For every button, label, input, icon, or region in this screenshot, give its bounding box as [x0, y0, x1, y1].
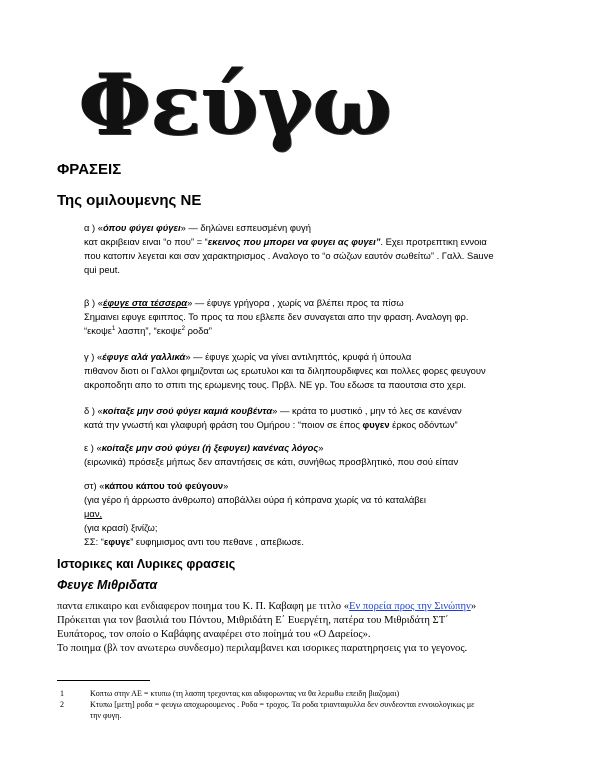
- page-title: Φεύγω: [78, 55, 391, 154]
- phrase-item-c: γ ) «έφυγε αλά γαλλικά» — έφυγε χωρίς να γίνει αντιληπτός, κρυφά ή ύπουλα πιθανον διοτι οι Γαλλοι φημιζονται ως ερωτυλοι και τα διληπουρδιφνες και πολλες φορες φευγουν ακροποδητι απο το σπιτι της ερωμενης τους. Πρβλ. ΝΕ γρ. Του εδωσε τα παουτσια στο χερι.: [84, 351, 486, 390]
- mithridates-paragraph: παντα επικαιρο και ενδιαφερον ποιημα του Κ. Π. Καβαφη με τιτλο «Εν πορεία προς την Σινώπην» Πρόκειται για τον βασιλιά του Πόντου, Μιθριδάτη Ε΄ Ευεργέτη, πατέρα του Μιθριδάτη ΣΤ΄ Ευπάτορος, τον οποίο ο Καβάφης αναφέρει στο ποίημά του «Ο Δαρείος». Το ποιημα (βλ τον ανωτερω συνδεσμο) περιλαμβανει και ισορικες παρατηρησεις για το γεγονος.: [57, 601, 477, 654]
- phrase-text: έφυγε στα τέσσερα: [102, 297, 188, 308]
- phrase-text: κοίταξε μην σού φύγει καμιά κουβέντα: [102, 405, 273, 416]
- phrase-text: έφυγε αλά γαλλικά: [102, 351, 186, 362]
- phrase-item-d: δ ) «κοίταξε μην σού φύγει καμιά κουβέντα» — κράτα το μυστικό , μην τό λες σε κανέναν κατά την γνωστή και γλαφυρή φράση του Ομήρου : “ποιον σε έπος φυγεν έρκος οδόντων”: [84, 405, 462, 430]
- footnote-ref-2[interactable]: 2: [181, 325, 185, 332]
- footnote-divider: [57, 680, 150, 681]
- heading-phrases: ΦΡΑΣΕΙΣ: [57, 161, 122, 178]
- heading-mithridates: Φευγε Μιθριδατα: [57, 578, 158, 592]
- phrase-item-e: ε ) «κοίταξε μην σού φύγει (ή ξεφυγει) κανένας λόγος» (ειρωνικά) πρόσεξε μήπως δεν απαντήσεις σε κάτι, συνήθως προσβλητικό, που σού είπαν: [84, 442, 459, 467]
- phrase-item-a: α ) «όπου φύγει φύγει» — δηλώνει εσπευσμένη φυγή κατ ακριβειαν ειναι “ο που” = “εκεινος που μπορει να φυγει ας φυγει”. Εχει προτρεπτικη εννοια που κατοπιν λεγεται και σαν χαρακτηρισμος . Αναλογο το “ο σώζων εαυτόν σωθείτω” . Γαλλ. Sauve qui peut.: [84, 222, 494, 275]
- heading-historic: Ιστορικες και Λυρικες φρασεις: [57, 557, 236, 571]
- phrase-item-b: β ) «έφυγε στα τέσσερα» — έφυγε γρήγορα , χωρίς να βλέπει προς τα πίσω Σημαινει εφυγε εφιππος. Το προς τα που εβλεπε δεν συναγεται απο την φραση. Αναλογη φρ. “εκοψε$^1$ λασπη”, “εκοψε$^2$ ροδα”: [84, 297, 469, 336]
- footnote-ref-1[interactable]: 1: [111, 325, 116, 332]
- phrase-text: κάπου κάπου τού φεύγουν: [104, 480, 224, 491]
- poem-link[interactable]: Εν πορεία προς την Σινώπην: [349, 601, 471, 612]
- phrase-item-f: στ) «κάπου κάπου τού φεύγουν» (για γέρο ή άρρωστο άνθρωπο) αποβάλλει ούρα ή κόπρανα χωρίς να τό καταλάβει μαν, (για κρασί) ξινίζω; ΣΣ: “εφυγε” ευφημισμος αντι του πεθανε , απεβιωσε.: [84, 480, 426, 547]
- phrase-text: όπου φύγει φύγει: [102, 222, 181, 233]
- phrase-text: κοίταξε μην σού φύγει (ή ξεφυγει) κανένας λόγος: [101, 442, 319, 453]
- heading-spoken: Της ομιλουμενης ΝΕ: [57, 192, 202, 209]
- document-page: Φεύγω ΦΡΑΣΕΙΣ Της ομιλουμενης ΝΕ α ) «όπου φύγει φύγει» — δηλώνει εσπευσμένη φυγή κατ ακριβειαν ειναι “ο που” = “εκεινος που μπορει να φυγει ας φυγει”. Εχει προτρεπτικη εννοια που κατοπιν λεγεται και σαν χαρακτηρισμος . Αναλογο το “ο σώζων εαυτόν σωθείτω” . Γαλλ. Sauve qui peut. β ) «έφυγε στα τέσσερα» — έφυγε γρήγορα , χωρίς να βλέπει προς τα πίσω Σημαινει εφυγε εφιππος. Το προς τα που εβλεπε δεν συναγεται απο την φραση. Αναλογη φρ. “εκοψε$^1$ λασπη”, “εκοψε$^2$ ροδα” γ ) «έφυγε αλά γαλλικά» — έφυγε χωρίς να γίνει αντιληπτός, κρυφά ή ύπουλα πιθανον διοτι οι Γαλλοι φημιζονται ως ερωτυλοι και τα διληπουρδιφνες και πολλες φορες φευγουν ακροποδητι απο το σπιτι της ερωμενης τους. Πρβλ. ΝΕ γρ. Του εδωσε τα παουτσια στο χερι. δ ) «κοίταξε μην σού φύγει καμιά κουβέντα» — κράτα το μυστικό , μην τό λες σε κανέναν κατά την γνωστή και γλαφυρή φράση του Ομήρου : “ποιον σε έπος φυγεν έρκος οδόντων” ε ) «κοίταξε μην σού φύγει (ή ξεφυγει) κανένας λόγος» (ειρωνικά) πρόσεξε μήπως δεν απαντήσεις σε κάτι, συνήθως προσβλητικό, που σού είπαν στ) «κάπου κάπου τού φεύγουν» (για γέρο ή άρρωστο άνθρωπο) αποβάλλει ούρα ή κόπρανα χωρίς να τό καταλάβει μαν, (για κρασί) ξινίζω; ΣΣ: “εφυγε” ευφημισμος αντι του πεθανε , απεβιωσε. Ιστορικες και Λυρικες φρασεις Φευγε Μιθριδατα παντα επικαιρο και ενδιαφερον ποιημα του Κ. Π. Καβαφη με τιτλο «Εν πορεία προς την Σινώπην» Πρόκειται για τον βασιλιά του Πόντου, Μιθριδάτη Ε΄ Ευεργέτη, πατέρα του Μιθριδάτη ΣΤ΄ Ευπάτορος, τον οποίο ο Καβάφης αναφέρει στο ποίημά του «Ο Δαρείος». Το ποιημα (βλ τον ανωτερω συνδεσμο) περιλαμβανει και ισορικες παρατηρησεις για το γεγονος. 1 Κοπτω στην ΑΕ = κτυπω (τη λασπη τρεχοντας και αδιφορωντας να θα λερωθω επειδη βιαζομαι) 2 Κτυπω [μετη] ροδα = φευγω αποχωρουμενος . Ροδα = τροχος. Τα ροδα τριανταφυλλα δεν συνδεονται εννοιολογικως με την φυγη.: [0, 0, 600, 776]
